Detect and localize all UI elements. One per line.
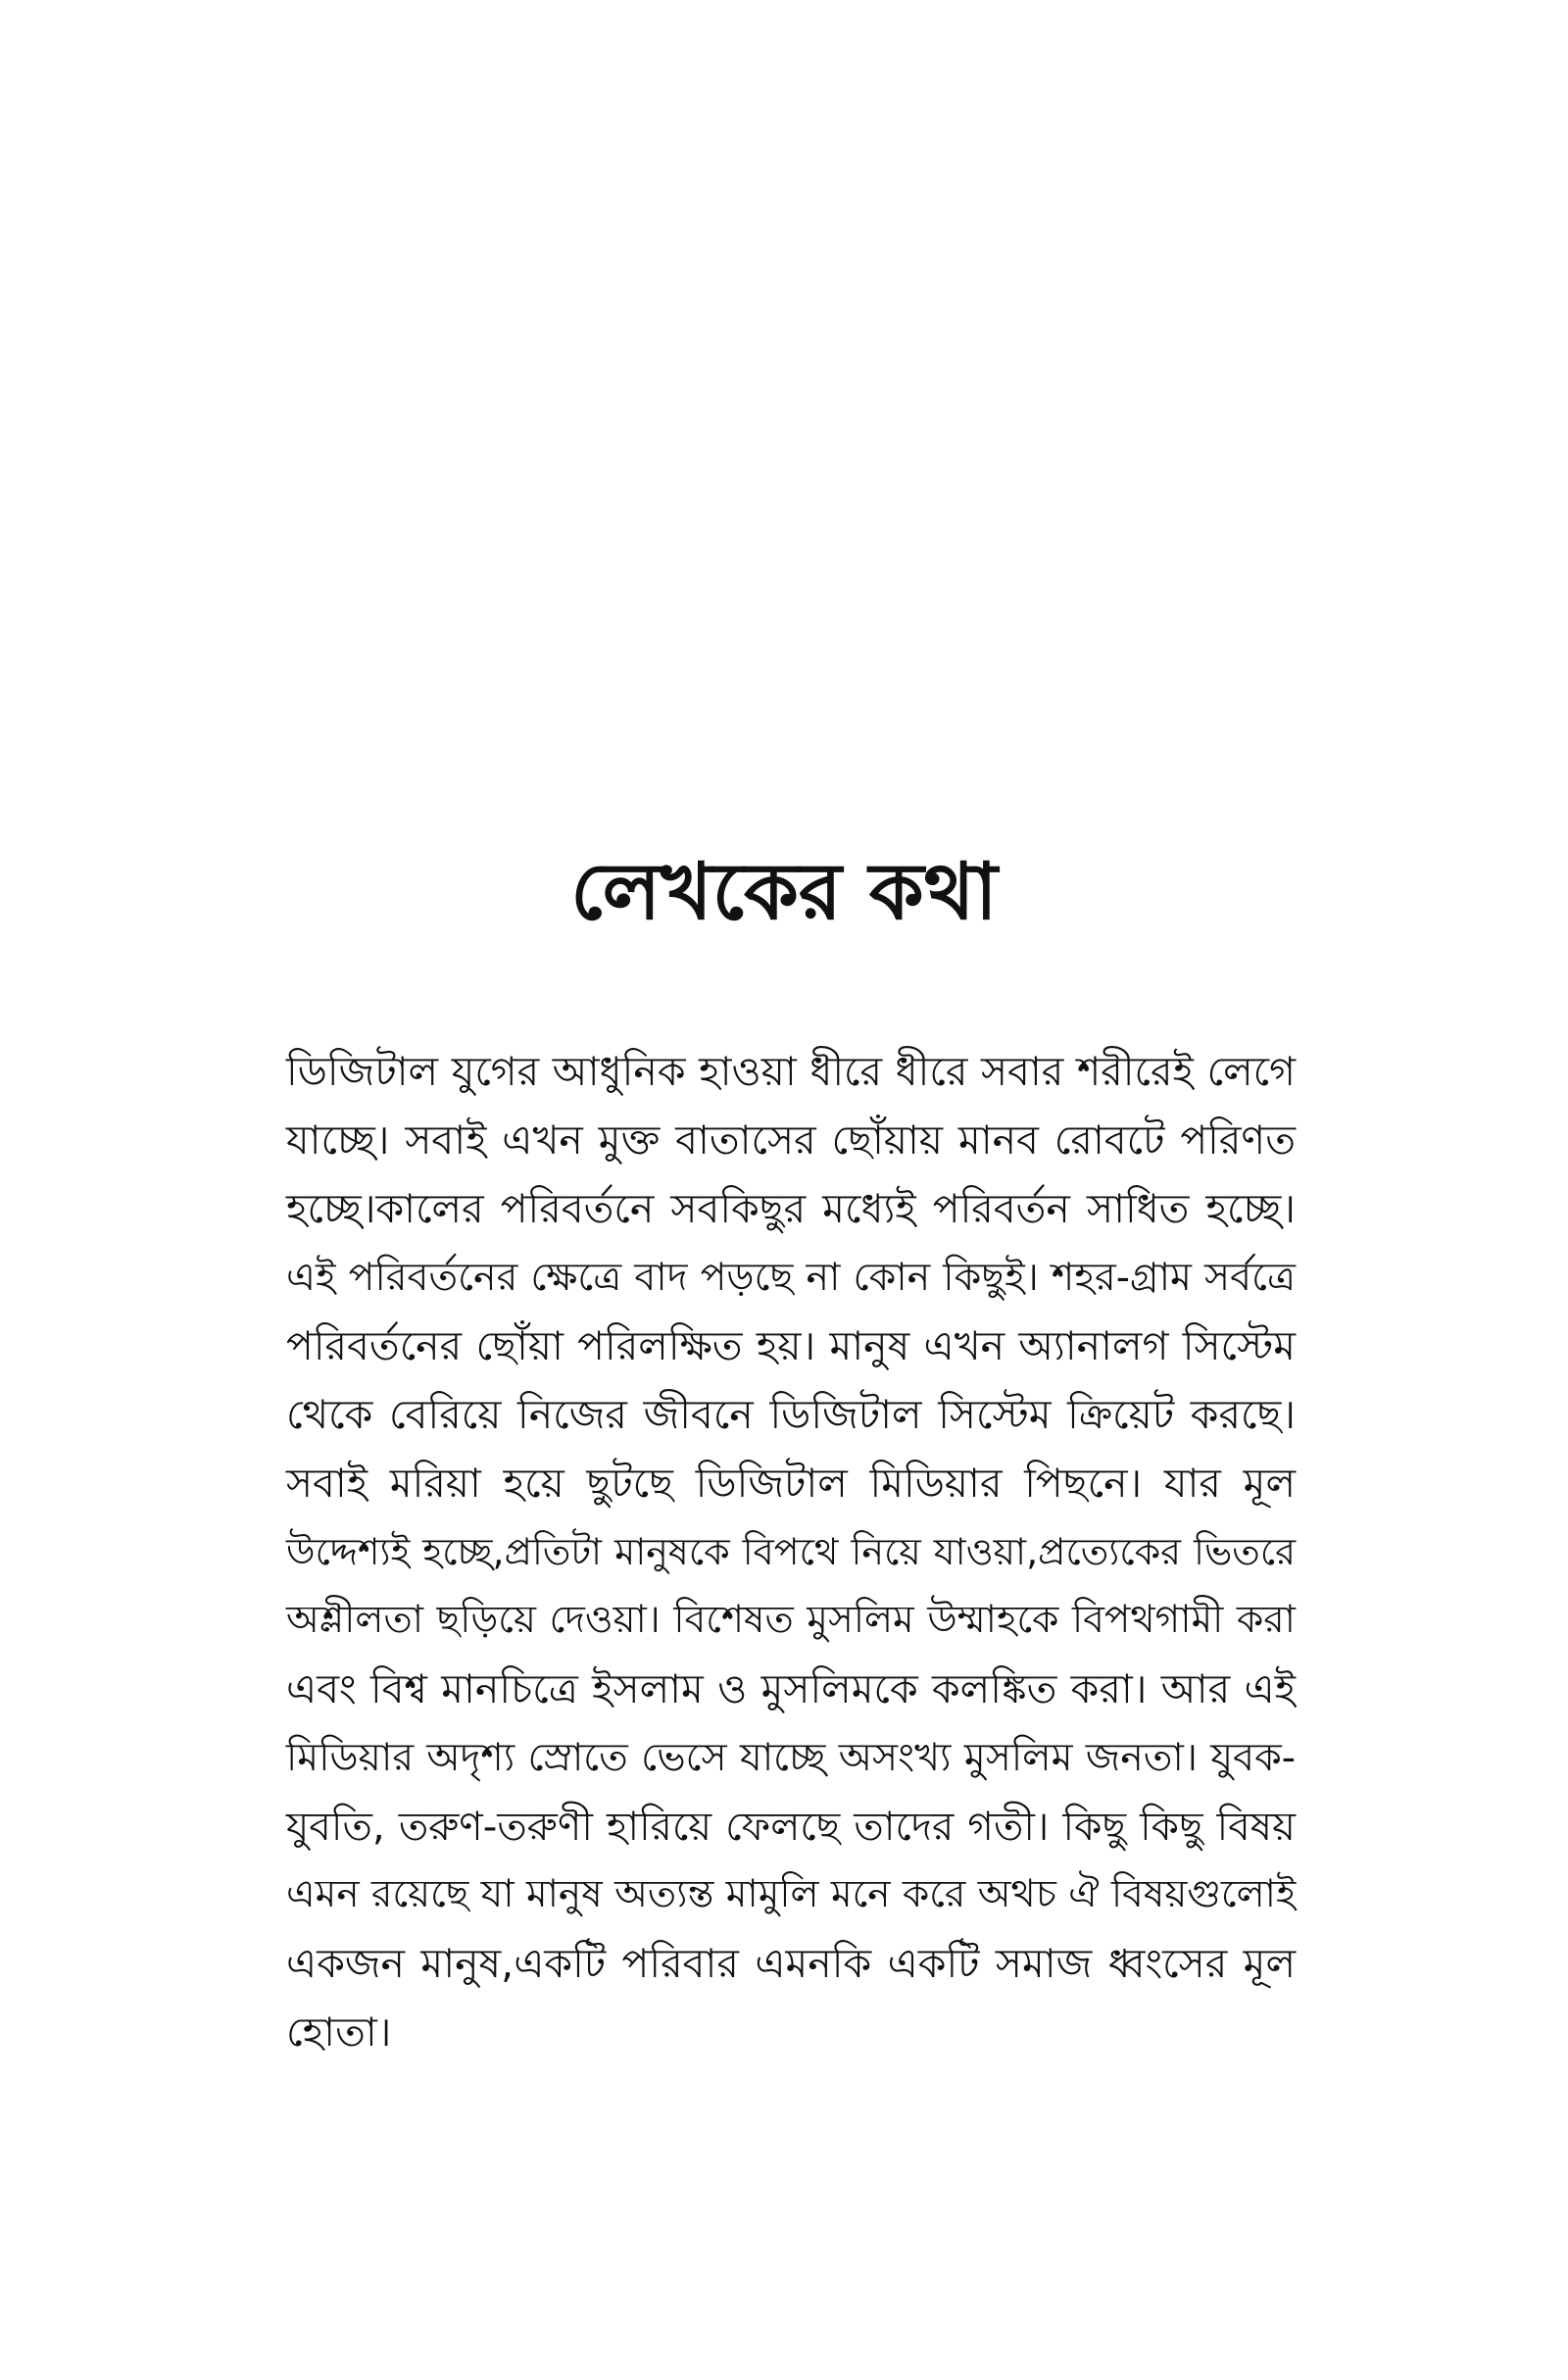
paragraph-line: অশ্লীলতা ছড়িয়ে দেওয়া। বিশেষত মুসলিম উম্মাহকে বিপথগামী করা <box>286 1598 1296 1642</box>
paragraph-line: এবং বিশ্ব মানচিত্রে ইসলাম ও মুসলিমকে কলঙ্কিত করা। আর এই <box>286 1665 1296 1712</box>
paragraph-line: হচ্ছে।কালের পরিবর্তনে সবকিছুর মধ্যেই পরিবর্তন সাধিত হচ্ছে। <box>286 1185 1296 1232</box>
paragraph-line: উদ্দেশ্যই হচ্ছে,প্রতিটা মানুষকে বিপথে নিয়ে যাওয়া,প্রত্যেকের ভিতরে <box>286 1530 1296 1573</box>
paragraph-line: সবাই মরিয়া হয়ে ছুটছে ডিজিটাল মিডিয়ার পিছনে। যার মূল <box>286 1460 1296 1507</box>
paragraph-line: একজন মানুষ,একটি পরিবার এমনকি একটি সমাজ ধ্বংসের মূল <box>286 1940 1296 1987</box>
body-paragraph <box>286 1037 1296 2066</box>
paragraph-line: থেকে বেরিয়ে নিজের জীবনে ডিজিটাল সিস্টেম ক্রিয়েট করছে। <box>286 1391 1296 1438</box>
paragraph-line: মিডিয়ার অদৃশ্য স্রোতে ভেসে যাচ্ছে অসংখ্য মুসলিম জনতা। যুবক- <box>286 1735 1296 1780</box>
paragraph-line: এই পরিবর্তনের ক্ষেত্রে বাদ পড়ছে না কোন কিছুই। শহর-গ্রাম সর্বত্রে <box>286 1255 1296 1300</box>
paragraph-line: হোতা। <box>286 2008 392 2056</box>
paragraph-line: যুবতি, তরুণ-তরুণী হারিয়ে ফেলছে তাদের গতী। কিছু কিছু বিষয় <box>286 1803 1296 1850</box>
paragraph-line: পরিবর্তনের ছোঁয়া পরিলক্ষিত হয়। মানুষ এখন অ্যানালগ সিস্টেম <box>286 1322 1296 1369</box>
page-title: লেখকের কথা <box>570 846 998 937</box>
paragraph-line: যাচ্ছে। সবাই এখন মুক্ত বাতাসের ছোঁয়ায় মানব রোবটে পরিণত <box>286 1116 1296 1164</box>
paragraph-line: ডিজিটাল যুগের আধুনিক হাওয়া ধীরে ধীরে সবার শরীরেই লেগে <box>286 1048 1296 1095</box>
paragraph-line: এমন রয়েছে যা মানুষ অত্যন্ত মামুলি মনে করে অথচ ঐ বিষয়গুলোই <box>286 1872 1297 1916</box>
